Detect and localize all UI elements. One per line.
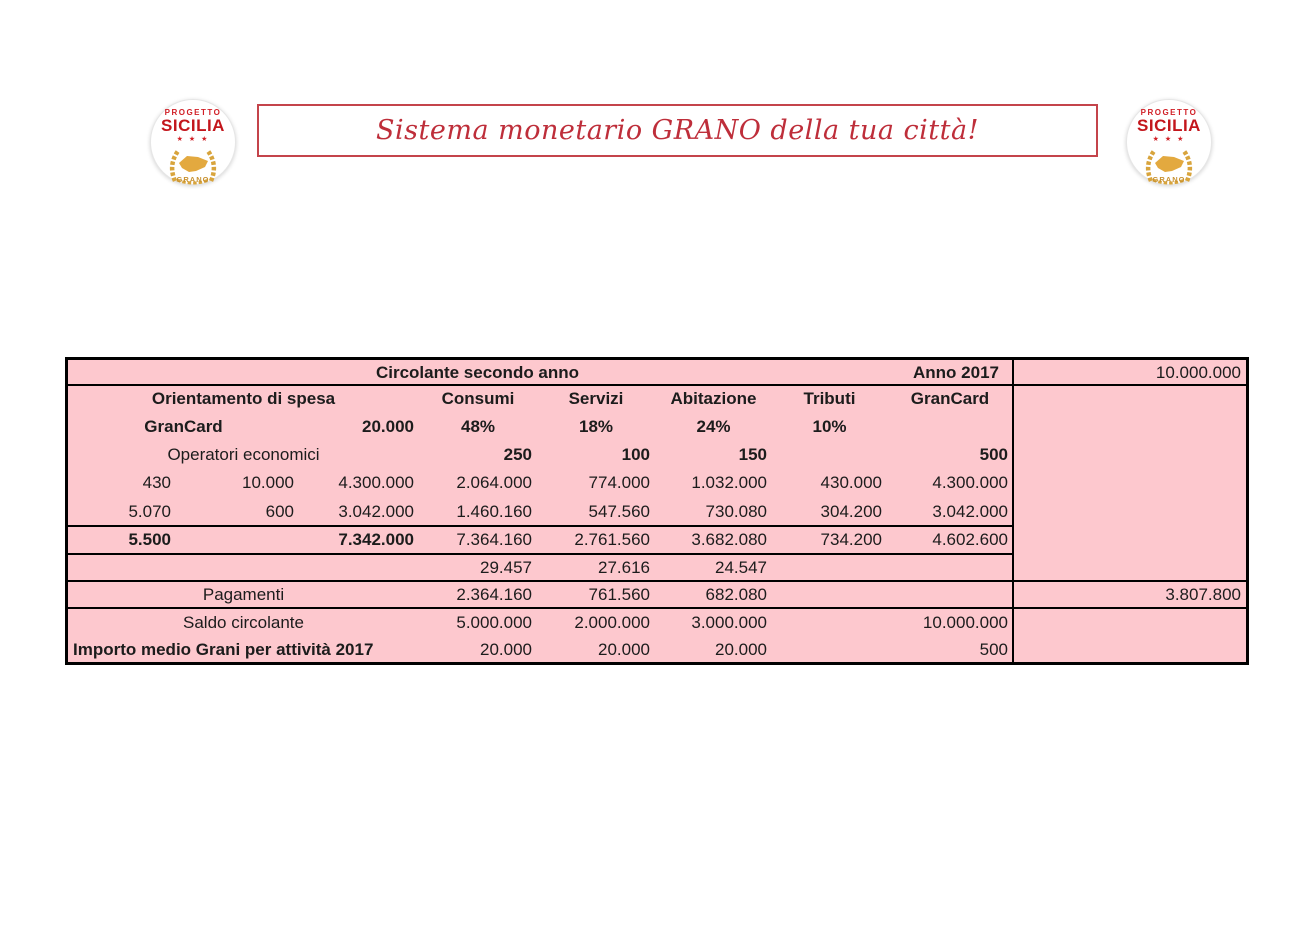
table-cell: 547.560 xyxy=(588,501,650,521)
table-cell: 2.364.160 xyxy=(456,584,532,604)
table-cell: 250 xyxy=(503,445,532,464)
logo-stars: ★ ★ ★ xyxy=(1152,135,1186,143)
logo-progetto-text: PROGETTO xyxy=(164,108,222,117)
table-cell: 3.042.000 xyxy=(932,501,1008,521)
table-horizontal-rule xyxy=(68,525,1013,527)
logo-sicilia-text: SICILIA xyxy=(1137,116,1201,135)
table-horizontal-rule xyxy=(68,553,1013,555)
table-cell: 2.064.000 xyxy=(456,473,532,492)
laurel-wreath-sicily-icon xyxy=(165,145,221,185)
table-cell: 10.000.000 xyxy=(1155,362,1241,382)
grano-circulation-table xyxy=(65,357,1249,665)
table-cell: 500 xyxy=(979,445,1008,464)
table-cell: Pagamenti xyxy=(202,584,285,604)
table-cell: 29.457 xyxy=(480,557,532,577)
table-cell: 304.200 xyxy=(820,501,882,521)
table-cell: 48% xyxy=(460,417,496,436)
table-cell: 430 xyxy=(142,473,171,492)
table-cell: 18% xyxy=(578,417,614,436)
table-cell: 10.000.000 xyxy=(922,612,1008,632)
table-cell: 5.000.000 xyxy=(456,612,532,632)
table-cell: 10.000 xyxy=(242,473,294,492)
logo-grano-text: GRANO xyxy=(1152,175,1186,185)
table-vertical-divider xyxy=(1012,360,1014,662)
table-cell: 4.602.600 xyxy=(932,530,1008,549)
table-cell: 4.300.000 xyxy=(932,473,1008,492)
logo-progetto-text: PROGETTO xyxy=(1140,108,1198,117)
table-cell: 150 xyxy=(738,445,767,464)
table-cell: 10% xyxy=(812,417,847,436)
table-cell: 20.000 xyxy=(480,639,532,659)
progetto-sicilia-logo-left xyxy=(150,99,236,185)
table-cell: 7.342.000 xyxy=(338,530,414,549)
table-horizontal-rule xyxy=(68,607,1246,609)
table-cell: 24% xyxy=(696,417,731,436)
table-cell: Importo medio Grani per attività 2017 xyxy=(73,639,374,659)
table-cell: 682.080 xyxy=(705,584,767,604)
table-cell: GranCard xyxy=(144,417,223,436)
table-cell: 7.364.160 xyxy=(456,530,532,549)
table-cell: 100 xyxy=(621,445,650,464)
table-cell: Servizi xyxy=(568,389,624,408)
table-cell: 24.547 xyxy=(715,557,767,577)
table-cell: 4.300.000 xyxy=(338,473,414,492)
table-cell: 27.616 xyxy=(598,557,650,577)
table-cell: 2.000.000 xyxy=(574,612,650,632)
table-cell: Orientamento di spesa xyxy=(151,389,336,408)
table-cell: 734.200 xyxy=(820,530,882,549)
table-cell: 761.560 xyxy=(588,584,650,604)
table-cell: Abitazione xyxy=(670,389,757,408)
table-cell: Circolante secondo anno xyxy=(375,362,580,382)
logo-sicilia-text: SICILIA xyxy=(161,116,225,135)
table-horizontal-rule xyxy=(68,384,1246,386)
progetto-sicilia-logo-right xyxy=(1126,99,1212,185)
table-cell: Consumi xyxy=(441,389,515,408)
grano-table-grid xyxy=(68,360,1246,662)
table-cell: 5.500 xyxy=(128,530,171,549)
table-cell: Saldo circolante xyxy=(183,612,304,632)
table-cell: 500 xyxy=(979,639,1008,659)
table-cell: 3.807.800 xyxy=(1165,584,1241,604)
laurel-wreath-sicily-icon xyxy=(1141,145,1197,185)
table-cell: 20.000 xyxy=(715,639,767,659)
table-horizontal-rule xyxy=(68,580,1246,582)
table-cell: 5.070 xyxy=(128,501,171,521)
table-cell: 730.080 xyxy=(705,501,767,521)
table-cell: Tributi xyxy=(803,389,856,408)
table-cell: 1.032.000 xyxy=(691,473,767,492)
table-cell: 430.000 xyxy=(820,473,882,492)
table-cell: 1.460.160 xyxy=(456,501,532,521)
page-title: Sistema monetario GRANO della tua città! xyxy=(376,115,979,146)
logo-stars: ★ ★ ★ xyxy=(176,135,210,143)
table-cell: 2.761.560 xyxy=(574,530,650,549)
table-cell: GranCard xyxy=(910,389,990,408)
table-cell: Operatori economici xyxy=(167,445,320,464)
table-cell: 3.682.080 xyxy=(691,530,767,549)
table-cell: 3.000.000 xyxy=(691,612,767,632)
title-banner xyxy=(257,104,1098,157)
logo-grano-text: GRANO xyxy=(176,175,210,185)
table-cell: 774.000 xyxy=(588,473,650,492)
table-cell: 20.000 xyxy=(598,639,650,659)
table-cell: 3.042.000 xyxy=(338,501,414,521)
table-cell: 600 xyxy=(265,501,294,521)
table-cell: 20.000 xyxy=(362,417,414,436)
table-cell: Anno 2017 xyxy=(913,362,999,382)
